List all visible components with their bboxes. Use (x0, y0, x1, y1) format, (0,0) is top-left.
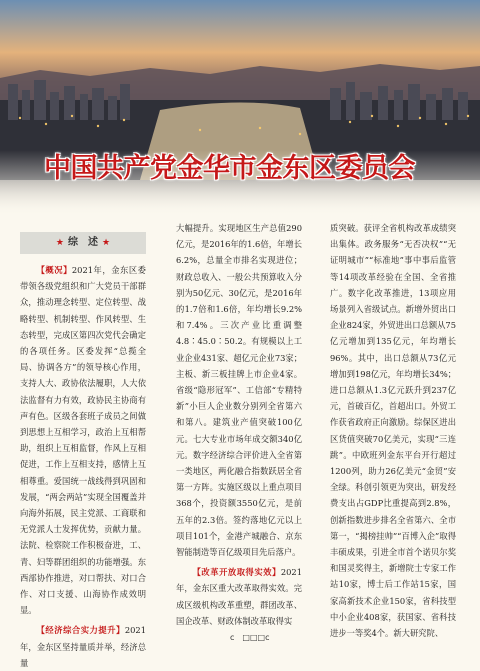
text-column-3 (330, 220, 456, 641)
text-column-2 (176, 220, 302, 629)
text-reform: 2021年，金东区重大改革取得实效。完成区级机构改革重塑，群团改革、国企改革、财政体制改革取得实 (176, 567, 302, 626)
paragraph-reform-cont: 质突破。获评全省机构改革成绩突出集体。政务服务“无否决权”“无证明城市”“标准地”事中事后监管等14项改革经验在全国、全省推广。数字化改革推进，13项应用场景列入省级试点。新增外贸出口企业824家，外贸进出口总额从75亿元增加到135亿元，年均增长96%。其中，出口总额从73亿元增加到198亿元，年均增长34%；进口总额从1.3亿元跃升到237亿元，首破百亿，首超出口。外贸工作获省政府正向激励。综保区进出区货值突破70亿美元，实现“三连跳”。中欧班列金东平台开行超过1200列，助力26亿美元“金贸”安全绿。科创引领更为突出，研发经费支出占GDP比重提高到2.8%，创新指数进步排名全省第六、全市第一，“揭榜挂帅”“百博入企”取得丰硕成果，引进全市首个诺贝尔奖和国灵奖得主，新增院士专家工作站10家，博士后工作站15家，国家高新技术企业150家，省科技型中小企业408家，获国家、省科技进步一等奖4个。新大研究院、 (330, 223, 456, 639)
star-icon: ★ (102, 237, 111, 248)
label-gaikuang: 【概况】 (36, 265, 72, 275)
section-heading-label: 综 述 (68, 236, 98, 248)
paragraph-reform (176, 564, 302, 629)
page-folio: c □□□c (230, 633, 270, 642)
text-column-1 (20, 232, 146, 671)
section-heading (20, 232, 146, 254)
paragraph-econ (20, 622, 146, 671)
star-icon: ★ (55, 237, 64, 248)
page-title: 中国共产党金华市金东区委员会 (44, 153, 415, 184)
paragraph-gaikuang (20, 262, 146, 618)
text-econ: 2021年，金东区坚持量质并举，经济总量 (20, 625, 146, 668)
label-econ: 【经济综合实力提升】 (36, 625, 125, 636)
paragraph-econ-cont: 大幅提升。实现地区生产总值290亿元，是2016年的1.6倍，年增长6.2%，总量全市排名实现进位；财政总收入、一般公共预算收入分别为50亿元、30亿元，是2016年的1.7倍和1.6倍，年均增长9.2%和7.4%。三次产业比重调整4.8∶45.0∶50.2。有规模以上工业企业431家、超亿元企业73家；主板、新三板挂牌上市企业4家。省级“隐形冠军”、工信部“专精特新”小巨人企业数分别列全省第六和第八。建筑业产值突破100亿元。七大专业市场年成交额340亿元。数字经济综合评价进入全省第一类地区，两化融合指数跃居全省第一方阵。实施区级以上重点项目368个，投资额3550亿元，是前五年的2.3倍。签约落地亿元以上项目101个，金港产城融合、京东智能制造等百亿级项目先后落户。 (176, 223, 302, 558)
text-gaikuang: 2021年，金东区委带领各级党组织和广大党员干部群众，推动理念转型、定位转型、战略转型、机制转型、作风转型、生态转型，完成区第四次党代会确定的各项任务。区委发挥“总揽全局、协调各方”的领导核心作用，支持人大、政协依法履职，人大依法监督有力有效，政协民主协商有声有色。区级各套班子成员之间做到思想上互相学习，政治上互相帮助，组织上互相监督，作风上互相促进，工作上互相支持，感情上互相尊重。爱国统一战线得到巩固和发展，“两会两站”实现全国覆盖并向海外拓展，民主党派、工商联和无党派人士发挥优势，贡献力量。法院、检察院工作积极奋进，工、青、妇等群团组织的功能增强。东西部协作推进，对口帮扶、对口合作、对口支援、山海协作成效明显。 (20, 265, 146, 616)
label-reform: 【改革开放取得实效】 (192, 567, 281, 578)
